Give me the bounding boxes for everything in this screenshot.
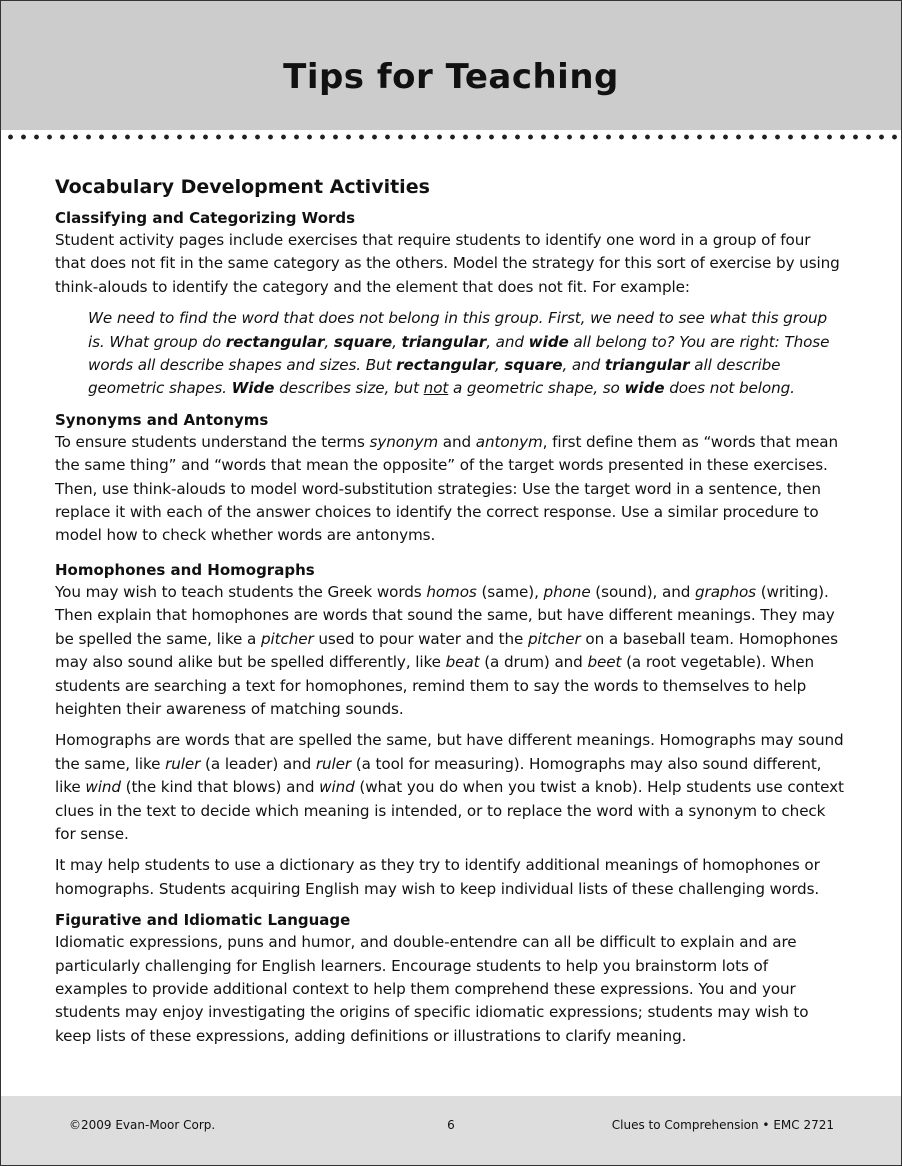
footer-page-number: 6 <box>447 1118 455 1132</box>
paragraph-figurative: Idiomatic expressions, puns and humor, and double-entendre can all be difficult to explain and are particularly challenging for English learners. Encourage students to help you brainstorm lots of examples to provide additional context to help them comprehend these expressions. You and your students may enjoy investigating the origins of specific idiomatic expressions; students may wish to keep lists of these expressions, adding definitions or illustrations to clarify meaning. <box>55 933 809 1045</box>
example-think-aloud: We need to find the word that does not belong in this group. First, we need to see what this group is. What group do rectangular, square, triangular, and wide all belong to? You are right: Those words all describe shapes and sizes. But rectangular, square, and triangular all describe geometric shapes. Wide describes size, but not a geometric shape, so wide does not belong. <box>88 309 830 398</box>
main-content <box>55 173 845 1056</box>
subhead-figurative: Figurative and Idiomatic Language <box>55 911 351 930</box>
paragraph-homographs: Homographs are words that are spelled the same, but have different meanings. Homographs may sound the same, like ruler (a leader) and ruler (a tool for measuring). Homographs may also sound different, like wind (the kind that blows) and wind (what you do when you twist a knob). Help students use context clues in the text to decide which meaning is intended, or to replace the word with a synonym to check for sense. <box>55 731 844 843</box>
subhead-classifying: Classifying and Categorizing Words <box>55 209 356 227</box>
dotted-divider <box>1 130 901 144</box>
page-footer <box>1 1096 901 1165</box>
page-header <box>1 1 901 130</box>
subhead-homophones: Homophones and Homographs <box>55 560 315 579</box>
subhead-synonyms: Synonyms and Antonyms <box>55 410 269 429</box>
page-title: Tips for Teaching <box>283 57 619 97</box>
footer-copyright: ©2009 Evan-Moor Corp. <box>69 1118 216 1132</box>
section-title: Vocabulary Development Activities <box>55 176 430 198</box>
paragraph-dictionary: It may help students to use a dictionary as they try to identify additional meanings of homophones or homographs. Students acquiring English may wish to keep individual lists of these challenging words. <box>55 856 820 898</box>
footer-product-code: Clues to Comprehension • EMC 2721 <box>611 1118 834 1132</box>
paragraph-homophones: You may wish to teach students the Greek words homos (same), phone (sound), and graphos (writing). Then explain that homophones are words that sound the same, but have different meanings. They may be spelled the same, like a pitcher used to pour water and the pitcher on a baseball team. Homophones may also sound alike but be spelled differently, like beat (a drum) and beet (a root vegetable). When students are searching a text for homophones, remind them to say the words to themselves to help heighten their awareness of matching sounds. <box>55 582 838 718</box>
paragraph-classifying: Student activity pages include exercises that require students to identify one word in a group of four that does not fit in the same category as the others. Model the strategy for this sort of exercise by using think-alouds to identify the category and the element that does not fit. For example: <box>55 231 840 296</box>
paragraph-synonyms: To ensure students understand the terms synonym and antonym, first define them as “words that mean the same thing” and “words that mean the opposite” of the target words presented in these exercises. Then, use think-alouds to model word-substitution strategies: Use the target word in a sentence, then replace it with each of the answer choices to identify the correct response. Use a similar procedure to model how to check whether words are antonyms. <box>55 432 839 545</box>
